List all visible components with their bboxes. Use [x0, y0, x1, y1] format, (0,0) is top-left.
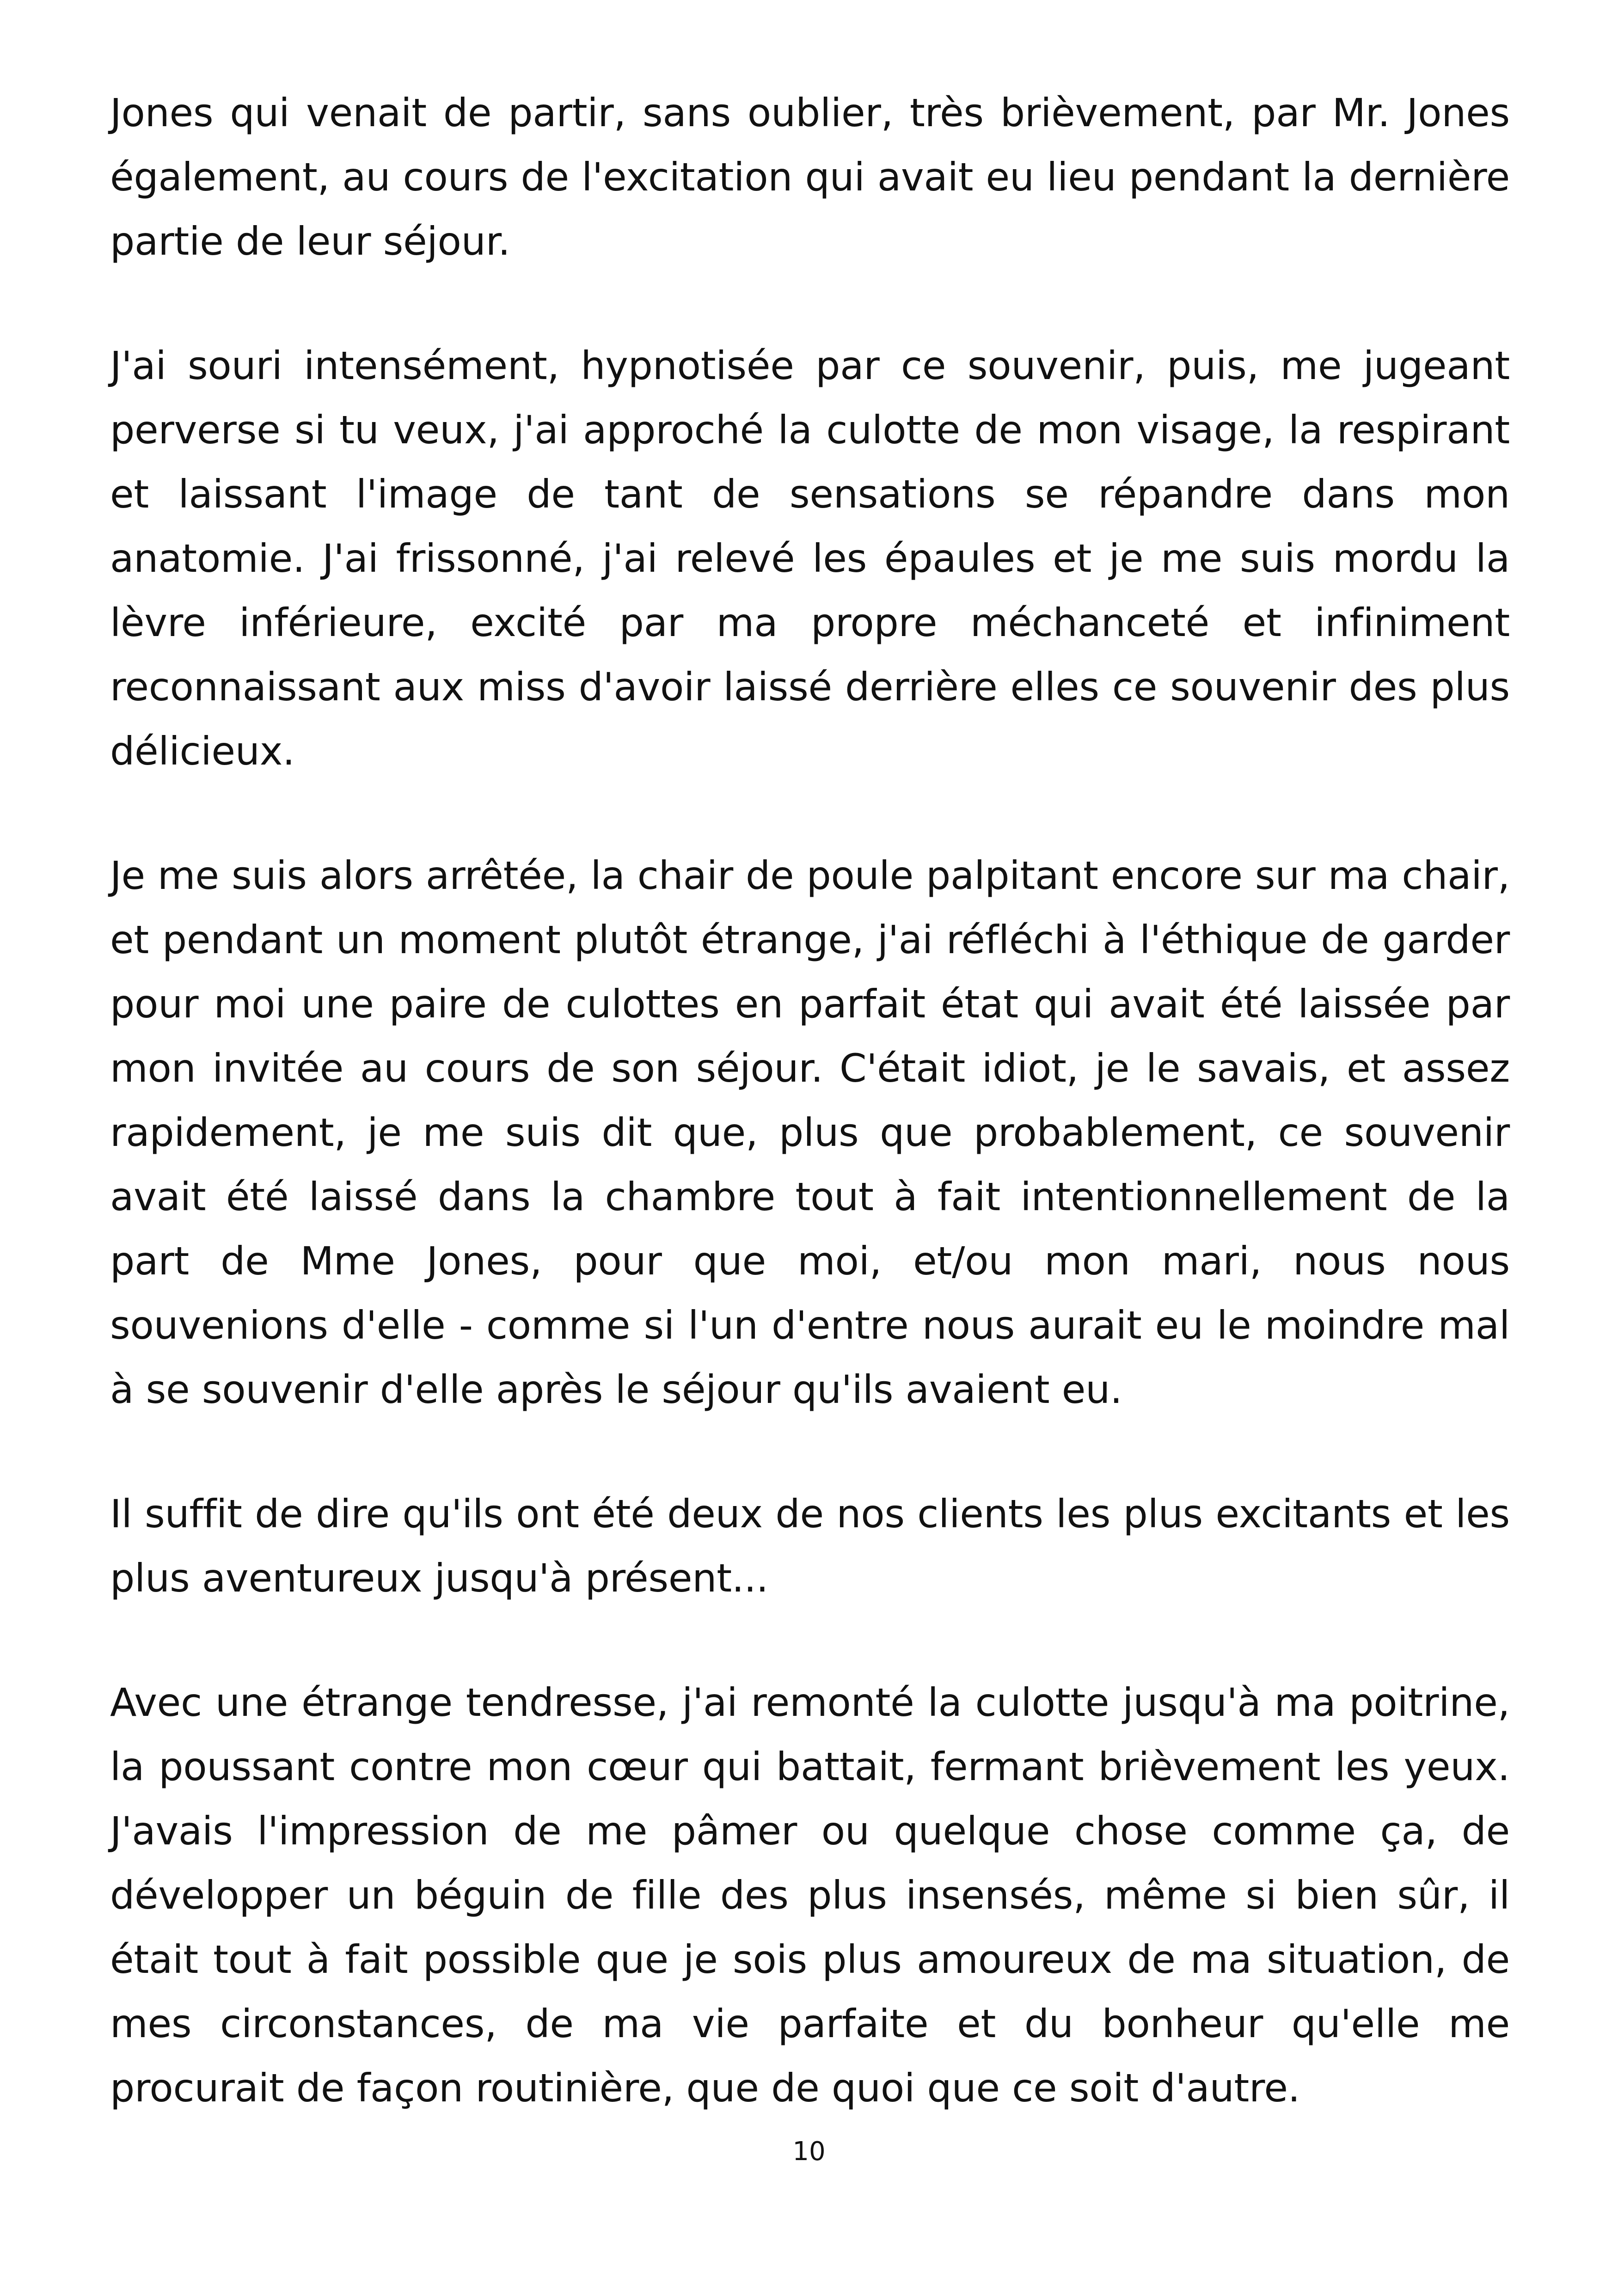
- paragraph: J'ai souri intensément, hypnotisée par ce souvenir, puis, me jugeant perverse si tu veux, j'ai approché la culotte de mon visage, la respirant et laissant l'image de tant de sensations se répandre dans mon anatomie. J'ai frissonné, j'ai relevé les épaules et je me suis mordu la lèvre inférieure, excité par ma propre méchanceté et infiniment reconnaissant aux miss d'avoir laissé derrière elles ce souvenir des plus délicieux.: [110, 343, 1510, 774]
- page-number: 10: [792, 2137, 826, 2167]
- paragraph: Avec une étrange tendresse, j'ai remonté la culotte jusqu'à ma poitrine, la poussant contre mon cœur qui battait, fermant brièvement les yeux. J'avais l'impression de me pâmer ou quelque chose comme ça, de développer un béguin de fille des plus insensés, même si bien sûr, il était tout à fait possible que je sois plus amoureux de ma situation, de mes circonstances, de ma vie parfaite et du bonheur qu'elle me procurait de façon routinière, que de quoi que ce soit d'autre.: [110, 1680, 1510, 2111]
- paragraph: Il suffit de dire qu'ils ont été deux de nos clients les plus excitants et les plus aventureux jusqu'à présent...: [110, 1491, 1510, 1601]
- paragraph: Jones qui venait de partir, sans oublier, très brièvement, par Mr. Jones également, au cours de l'excitation qui avait eu lieu pendant la dernière partie de leur séjour.: [110, 90, 1510, 264]
- body-text: [110, 81, 1510, 2180]
- paragraph: Je me suis alors arrêtée, la chair de poule palpitant encore sur ma chair, et pendant un moment plutôt étrange, j'ai réfléchi à l'éthique de garder pour moi une paire de culottes en parfait état qui avait été laissée par mon invitée au cours de son séjour. C'était idiot, je le savais, et assez rapidement, je me suis dit que, plus que probablement, ce souvenir avait été laissé dans la chambre tout à fait intentionnellement de la part de Mme Jones, pour que moi, et/ou mon mari, nous nous souvenions d'elle - comme si l'un d'entre nous aurait eu le moindre mal à se souvenir d'elle après le séjour qu'ils avaient eu.: [110, 853, 1510, 1412]
